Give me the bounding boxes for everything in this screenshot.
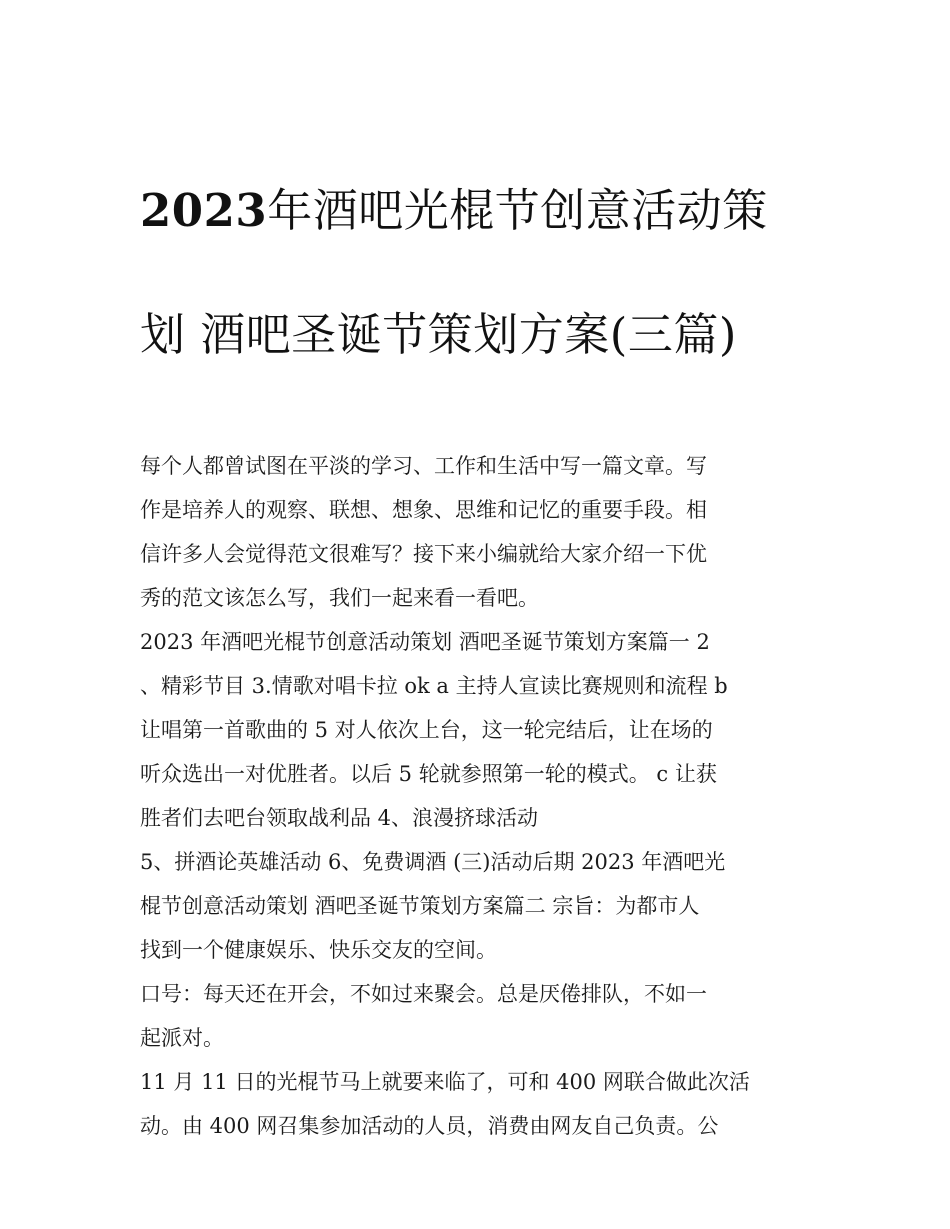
- text-line: 11 月 11 日的光棍节马上就要来临了，可和 400 网联合做此次活: [140, 1070, 750, 1094]
- page-title: [140, 118, 815, 428]
- title-line-1: [140, 180, 815, 242]
- title-year: 2023: [140, 184, 268, 237]
- text-line: 胜者们去吧台领取战利品 4、浪漫挤球活动: [140, 806, 539, 830]
- title-line-2: [140, 304, 815, 366]
- text-line: 5、拼酒论英雄活动 6、免费调酒 (三)活动后期 2023 年酒吧光: [140, 850, 726, 874]
- text-line: 棍节创意活动策划 酒吧圣诞节策划方案篇二 宗旨：为都市人: [140, 894, 700, 918]
- paragraph-intro: [140, 444, 815, 620]
- text-line: 动。由 400 网召集参加活动的人员，消费由网友自己负责。公: [140, 1114, 719, 1138]
- text-line: 口号：每天还在开会，不如过来聚会。总是厌倦排队，不如一: [140, 982, 707, 1006]
- text-line: 信许多人会觉得范文很难写？接下来小编就给大家介绍一下优: [140, 542, 707, 566]
- text-line: 秀的范文该怎么写，我们一起来看一看吧。: [140, 586, 539, 610]
- text-line: 作是培养人的观察、联想、想象、思维和记忆的重要手段。相: [140, 498, 707, 522]
- text-line: 每个人都曾试图在平淡的学习、工作和生活中写一篇文章。写: [140, 454, 707, 478]
- paragraph-section-one: [140, 620, 815, 840]
- text-line: 找到一个健康娱乐、快乐交友的空间。: [140, 938, 497, 962]
- paragraph-event: [140, 1060, 815, 1148]
- title-text: 年酒吧光棍节创意活动策: [267, 184, 768, 237]
- text-line: 听众选出一对优胜者。以后 5 轮就参照第一轮的模式。 c 让获: [140, 762, 717, 786]
- text-line: 让唱第一首歌曲的 5 对人依次上台，这一轮完结后，让在场的: [140, 718, 713, 742]
- document-content: [140, 118, 815, 1148]
- title-text: 划 酒吧圣诞节策划方案(三篇): [140, 308, 737, 361]
- text-line: 2023 年酒吧光棍节创意活动策划 酒吧圣诞节策划方案篇一 2: [140, 630, 710, 654]
- paragraph-slogan: [140, 972, 815, 1060]
- text-line: 起派对。: [140, 1026, 224, 1050]
- paragraph-section-two: [140, 840, 815, 972]
- text-line: 、精彩节目 3.情歌对唱卡拉 ok a 主持人宣读比赛规则和流程 b: [140, 674, 728, 698]
